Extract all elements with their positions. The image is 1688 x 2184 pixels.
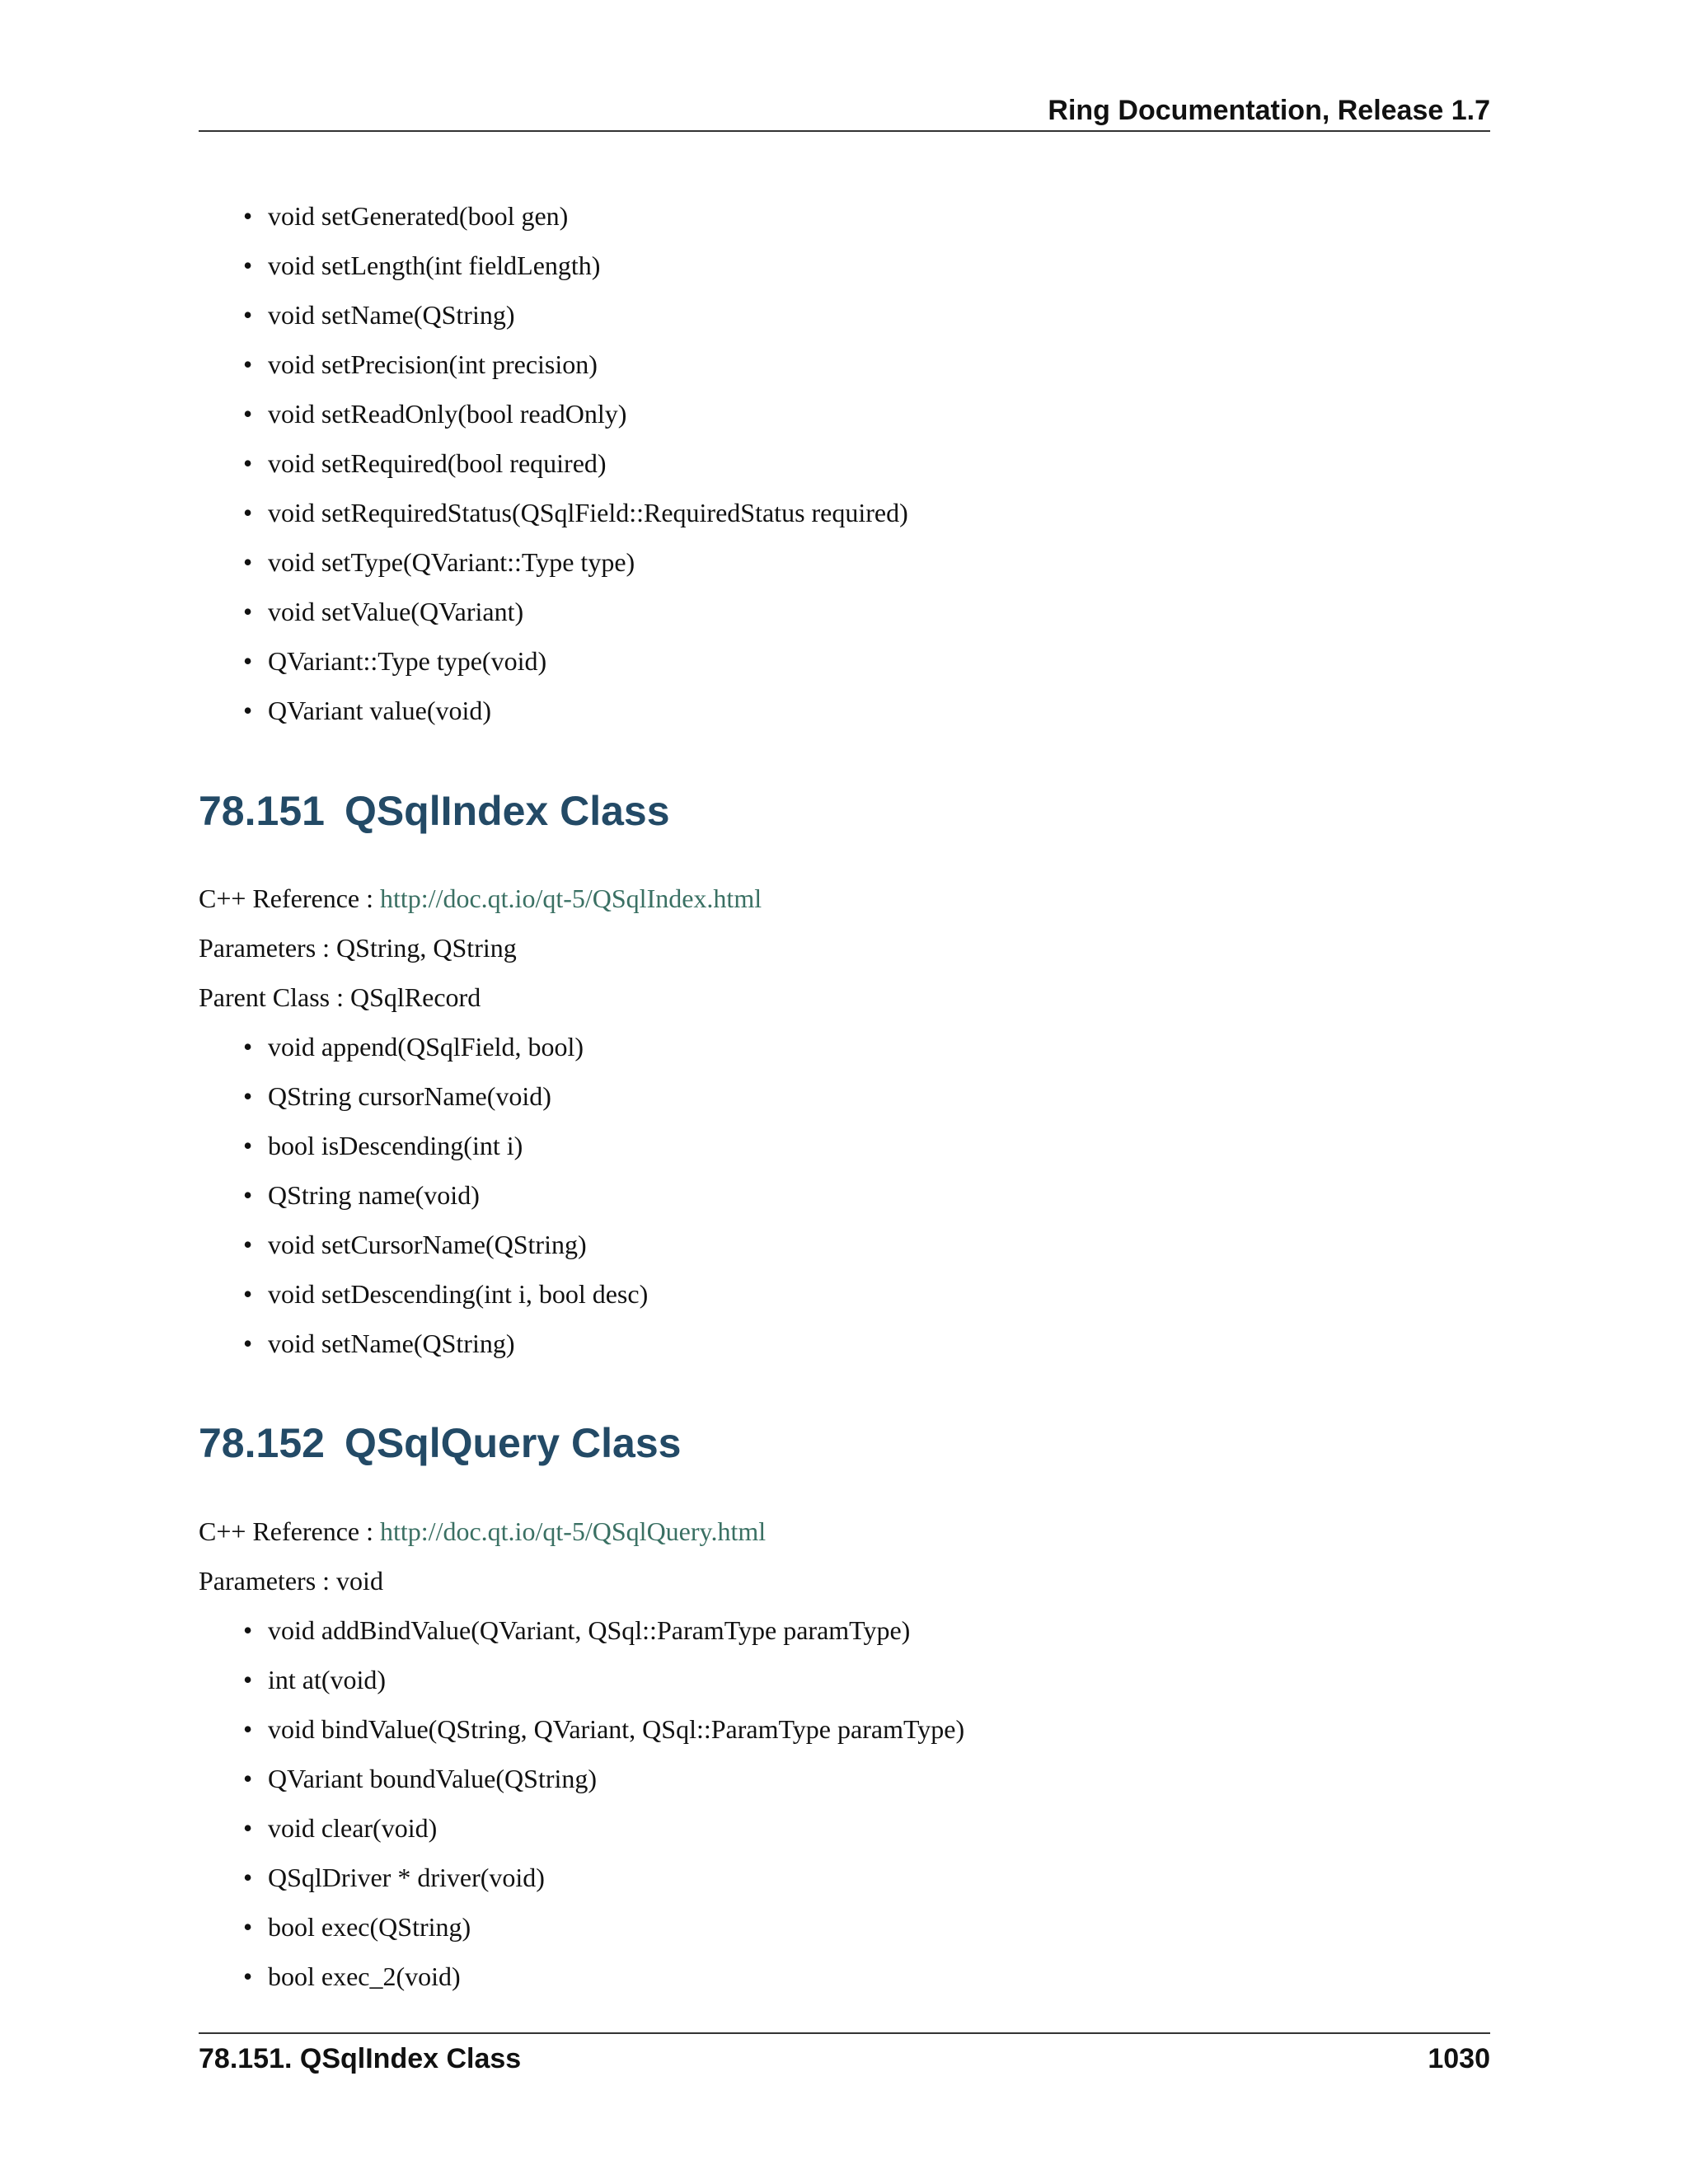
list-item: • void setPrecision(int precision) xyxy=(199,340,908,389)
list-item: • QString cursorName(void) xyxy=(199,1071,648,1121)
list-item: • void setName(QString) xyxy=(199,1319,648,1368)
list-item: • QVariant value(void) xyxy=(199,686,908,735)
bullet-icon: • xyxy=(243,300,253,330)
bullet-icon: • xyxy=(243,1329,253,1358)
bullet-icon: • xyxy=(243,1912,253,1942)
method-list-qsqlindex xyxy=(199,1022,648,1368)
list-item: • QVariant boundValue(QString) xyxy=(199,1754,964,1803)
list-item: • QString name(void) xyxy=(199,1170,648,1220)
bullet-icon: • xyxy=(243,349,253,379)
bullet-icon: • xyxy=(243,399,253,429)
running-header: Ring Documentation, Release 1.7 xyxy=(199,91,1490,132)
list-item: • void setType(QVariant::Type type) xyxy=(199,537,908,587)
bullet-icon: • xyxy=(243,1863,253,1892)
list-item: • void setName(QString) xyxy=(199,290,908,340)
bullet-icon: • xyxy=(243,1279,253,1309)
parameters-line: Parameters : QString, QString xyxy=(199,933,517,963)
bullet-icon: • xyxy=(243,597,253,626)
section-title: QSqlQuery Class xyxy=(344,1420,682,1466)
bullet-icon: • xyxy=(243,1032,253,1062)
list-item: • void bindValue(QString, QVariant, QSql::ParamType paramType) xyxy=(199,1704,964,1754)
section-number: 78.152 xyxy=(199,1420,325,1466)
list-item: • void setCursorName(QString) xyxy=(199,1220,648,1269)
bullet-icon: • xyxy=(243,1714,253,1744)
bullet-icon: • xyxy=(243,1764,253,1793)
list-item: • void clear(void) xyxy=(199,1803,964,1853)
bullet-icon: • xyxy=(243,251,253,280)
page-number: 1030 xyxy=(1428,2043,1490,2074)
cpp-reference-link[interactable]: http://doc.qt.io/qt-5/QSqlQuery.html xyxy=(380,1516,767,1546)
bullet-icon: • xyxy=(243,1961,253,1991)
list-item: • void setGenerated(bool gen) xyxy=(199,191,908,241)
section-heading-qsqlindex xyxy=(199,787,670,835)
list-item: • void setRequired(bool required) xyxy=(199,438,908,488)
bullet-icon: • xyxy=(243,1180,253,1210)
footer-section-title: 78.151. QSqlIndex Class xyxy=(199,2043,522,2074)
running-footer xyxy=(199,2032,1490,2083)
bullet-icon: • xyxy=(243,696,253,725)
section-title: QSqlIndex Class xyxy=(344,788,670,834)
bullet-icon: • xyxy=(243,1665,253,1694)
list-item: • void setReadOnly(bool readOnly) xyxy=(199,389,908,438)
bullet-icon: • xyxy=(243,448,253,478)
parameters-line: Parameters : void xyxy=(199,1566,383,1596)
list-item: • void append(QSqlField, bool) xyxy=(199,1022,648,1071)
list-item: • QSqlDriver * driver(void) xyxy=(199,1853,964,1902)
cpp-reference-link[interactable]: http://doc.qt.io/qt-5/QSqlIndex.html xyxy=(380,883,762,913)
list-item: • QVariant::Type type(void) xyxy=(199,636,908,686)
list-item: • bool exec(QString) xyxy=(199,1902,964,1952)
bullet-icon: • xyxy=(243,547,253,577)
cpp-reference-line: C++ Reference : http://doc.qt.io/qt-5/QSqlQuery.html xyxy=(199,1516,767,1546)
method-list-qsqlfield xyxy=(199,191,908,735)
list-item: • bool isDescending(int i) xyxy=(199,1121,648,1170)
cpp-reference-line: C++ Reference : http://doc.qt.io/qt-5/QSqlIndex.html xyxy=(199,883,762,913)
list-item: • void setLength(int fieldLength) xyxy=(199,241,908,290)
list-item: • bool exec_2(void) xyxy=(199,1952,964,2001)
method-list-qsqlquery xyxy=(199,1605,964,2001)
bullet-icon: • xyxy=(243,1230,253,1259)
bullet-icon: • xyxy=(243,1081,253,1111)
list-item: • int at(void) xyxy=(199,1655,964,1704)
list-item: • void setRequiredStatus(QSqlField::RequiredStatus required) xyxy=(199,488,908,537)
list-item: • void setDescending(int i, bool desc) xyxy=(199,1269,648,1319)
bullet-icon: • xyxy=(243,1615,253,1645)
list-item: • void setValue(QVariant) xyxy=(199,587,908,636)
bullet-icon: • xyxy=(243,646,253,676)
list-item: • void addBindValue(QVariant, QSql::ParamType paramType) xyxy=(199,1605,964,1655)
section-number: 78.151 xyxy=(199,788,325,834)
parent-class-line: Parent Class : QSqlRecord xyxy=(199,982,481,1012)
bullet-icon: • xyxy=(243,1131,253,1160)
bullet-icon: • xyxy=(243,498,253,527)
section-heading-qsqlquery xyxy=(199,1419,681,1467)
bullet-icon: • xyxy=(243,201,253,231)
bullet-icon: • xyxy=(243,1813,253,1843)
